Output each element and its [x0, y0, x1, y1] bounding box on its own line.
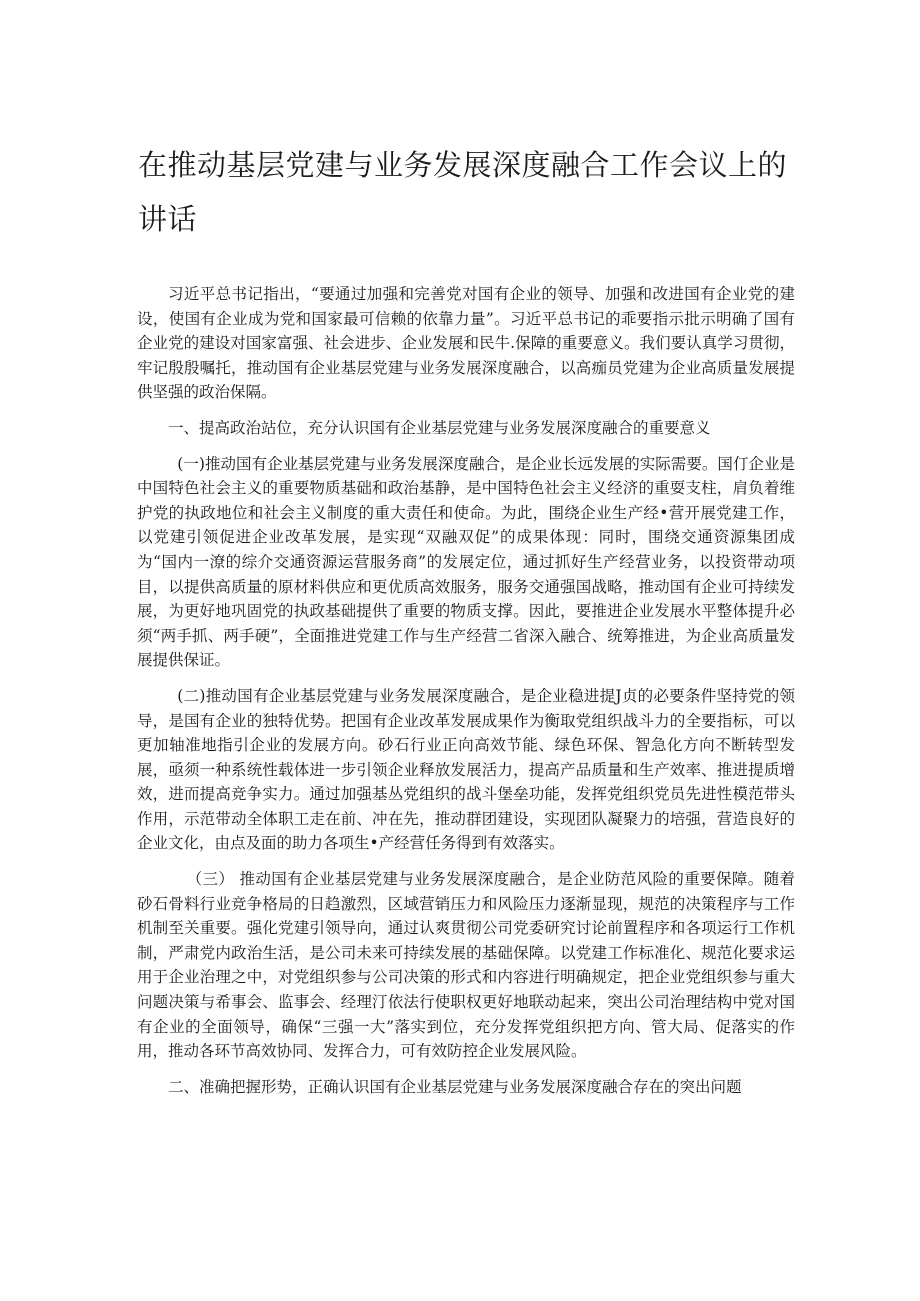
subsection-3-paragraph: （三） 推动国有企业基层党建与业务发展深度融合，是企业防范风险的重要保障。随着砂石骨料行业竞争格局的日趋激烈，区域营销压力和风险压力逐渐显现，规范的决策程序与工作机制至关重要。强化党建引领导向，通过认爽贯彻公司党委研究讨论前置程序和各项运行工作机制，严肃党内政治生活，是公司未来可持续发展的基础保障。以党建工作标准化、规范化要求运用于企业治理之中，对党组织参与公司决策的形式和内容进行明确规定，把企业党组织参与重大问题决策与希事会、监事会、经理汀依法行使职权更好地联动起来，突出公司治理结构中党对国有企业的全面领导，确保“三强一大”落实到位，充分发挥党组织把方向、管大局、促落实的作用，推动各环节高效协同、发挥合力，可有效防控企业发展风险。	[137, 870, 795, 1061]
subsection-1-paragraph: (一)推动国有企业基层党建与业务发展深度融合，是企业长远发展的实际需要。国仃企业是中国特色社会主义的重要物质基础和政治基静，是中国特色社会主义经济的重耍支柱，肩负着维护党的执政地位和社会主义制度的重大责任和使命。为此，围绕企业生产经•营开展党建工作，以党建引领促进企业改革发展，是实现“双融双促”的成果体现：同时，围绕交通资源集团成为“国内一潦的综介交通资源运营服务商”的发展定位，通过抓好生产经营业务，以投资带动项目，以提供高质量的原材料供应和更优质高效服务，服务交通强国战略，推动国有企业可持续发展，为更好地巩固党的执政基础提供了重要的物质支撑。因此，要推进企业发展水平整体提升必须“两手抓、两手硬”，全面推进党建工作与生产经营二省深入融合、统筹推进，为企业高质量发展提供保证。	[137, 454, 795, 670]
section-heading-2: 二、准确把握形势，正确认识国有企业基层党建与业务发展深度融合存在的突出问题	[168, 1077, 742, 1096]
document-title: 在推动基层党建与业务发展深度融合工作会议上的讲话	[138, 148, 788, 236]
subsection-2-paragraph: (二)推动国有企业基层党建与业务发展深度融合，是企业稳进提J贞的必要条件坚持党的领导，是国有企业的独特优势。把国有企业改革发展成果作为衡取党组织战斗力的全要指标，可以更加轴准地指引企业的发展方向。砂石行业正向高效节能、绿色环保、智急化方向不断转型发展，亟须一种系统性载体进一步引领企业释放发展活力，提高产品质量和生产效率、推进提质增效，进而提高竞争实力。通过加强基丛党组织的战斗堡垒功能，发挥党组织党员先进性模范带头作用，示范带动全体职工走在前、冲在先，推动群团建设，实现团队凝聚力的培强，营造良好的企业文化，由点及面的助力各项生•产经营任务得到有效落实。	[137, 686, 795, 853]
document-body	[137, 282, 795, 1110]
intro-paragraph: 习近平总书记指出，“要通过加强和完善党对国有企业的领导、加强和改进国有企业党的建设，使国有企业成为党和国家最可信赖的依靠力量”。习近平总书记的乖要指示批示明确了国有企业党的建设对国家富强、社会进步、企业发展和民牛.保障的重要意义。我们要认真学习贯彻，牢记殷殷嘱托，推动国有企业基层党建与业务发展深度融合，以高痂员党建为企业高质量发展提供坚强的政治保隔。	[137, 285, 795, 402]
section-heading-1: 一、提高政治站位，充分认识国有企业基层党建与业务发展深度融合的重要意义	[168, 418, 711, 437]
